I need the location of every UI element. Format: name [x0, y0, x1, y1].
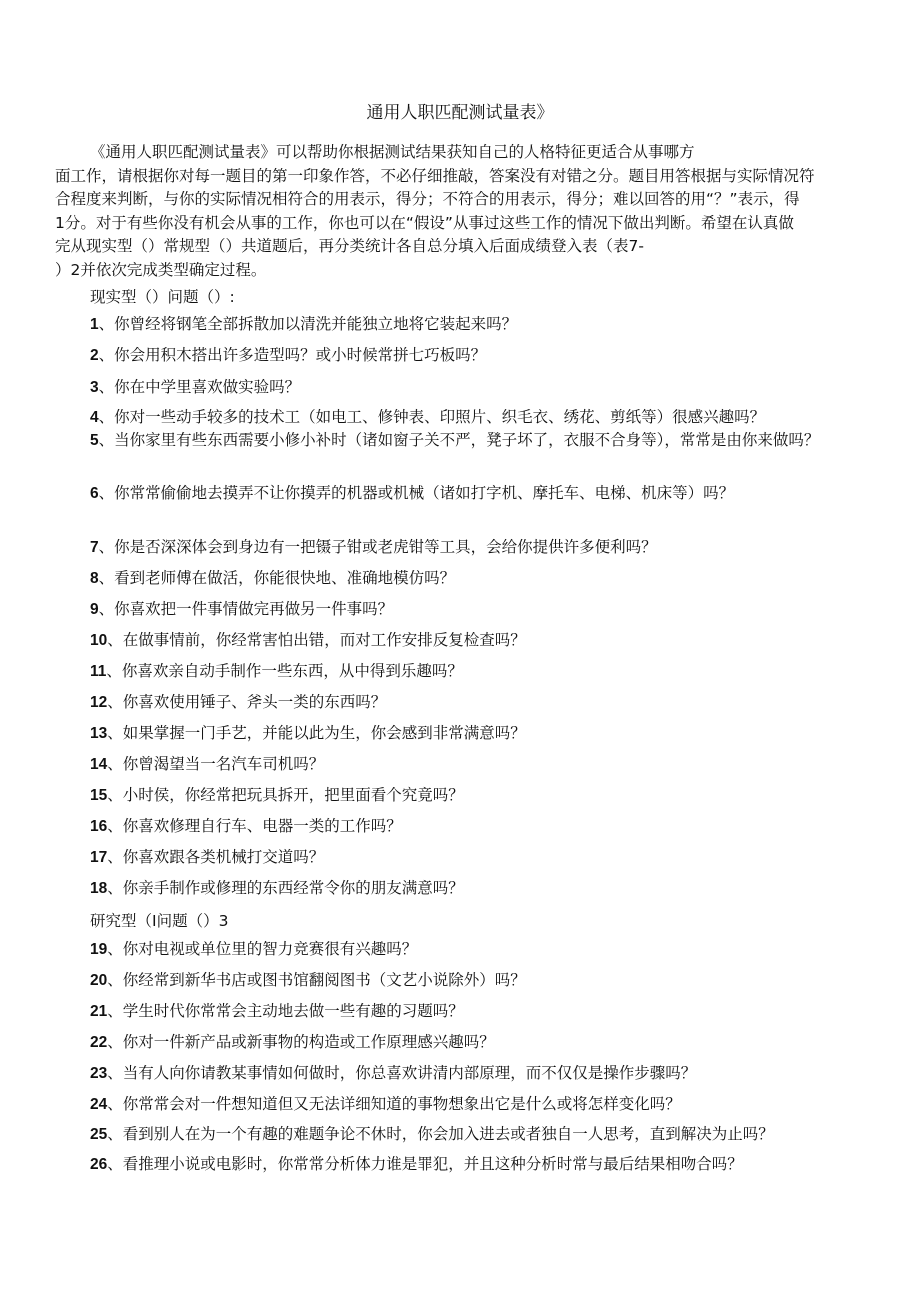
question-number: 14: [90, 756, 108, 773]
question-text: 、你亲手制作或修理的东西经常令你的朋友满意吗？: [107, 879, 464, 897]
question-number: 10: [90, 632, 108, 649]
question-number: 20: [90, 972, 108, 989]
question-number: 12: [90, 694, 108, 711]
question-number: 15: [90, 787, 108, 804]
question-number: 11: [90, 663, 107, 680]
question-text: 、在做事情前，你经常害怕出错，而对工作安排反复检查吗？: [107, 631, 526, 649]
question-text: 、你对一些动手较多的技术工（如电工、修钟表、印照片、织毛衣、绣花、剪纸等）很感兴趣吗？: [98, 408, 766, 426]
question-item: [55, 428, 870, 453]
question-text: 、学生时代你常常会主动地去做一些有趣的习题吗？: [107, 1002, 464, 1020]
question-number: 16: [90, 818, 108, 835]
question-item: [55, 721, 870, 746]
question-item: [55, 937, 870, 962]
question-text: 、你喜欢亲自动手制作一些东西，从中得到乐趣吗？: [106, 662, 463, 680]
question-item: [55, 535, 870, 560]
question-item: [55, 1092, 870, 1117]
question-item: [55, 845, 870, 870]
question-number: 24: [90, 1096, 108, 1113]
question-item: [55, 690, 870, 715]
question-item: [55, 783, 870, 808]
question-text: 、你经常到新华书店或图书馆翻阅图书（文艺小说除外）吗？: [107, 971, 526, 989]
question-text: 、看到别人在为一个有趣的难题争论不休时，你会加入进去或者独自一人思考，直到解决为止吗？: [107, 1125, 774, 1143]
question-text: 、你喜欢把一件事情做完再做另一件事吗？: [98, 600, 394, 618]
question-text: 、你对电视或单位里的智力竞赛很有兴趣吗？: [107, 940, 418, 958]
question-number: 19: [90, 941, 108, 958]
question-item: [55, 659, 870, 684]
question-text: 、你喜欢使用锤子、斧头一类的东西吗？: [107, 693, 387, 711]
question-number: 9: [90, 601, 99, 618]
question-item: [55, 481, 870, 506]
question-item: [55, 1122, 870, 1147]
question-text: 、你在中学里喜欢做实验吗？: [98, 378, 301, 396]
question-text: 、看推理小说或电影时，你常常分析体力谁是罪犯，并且这种分析时常与最后结果相吻合吗？: [107, 1155, 743, 1173]
question-item: [55, 312, 870, 337]
question-text: 、你曾渴望当一名汽车司机吗？: [107, 755, 325, 773]
question-item: [55, 597, 870, 622]
section-investigative-heading: 研究型（I问题（）3: [90, 912, 229, 930]
question-number: 1: [90, 316, 99, 333]
question-text: 、当你家里有些东西需要小修小补时（诸如窗子关不严，凳子坏了，衣服不合身等），常常是由你来做吗？: [98, 431, 820, 449]
intro-line: ）2并依次完成类型确定过程。: [55, 260, 267, 279]
question-item: [55, 1030, 870, 1055]
question-item: [55, 566, 870, 591]
question-text: 、你会用积木搭出许多造型吗？或小时候常拼七巧板吗？: [98, 346, 487, 364]
question-text: 、你喜欢修理自行车、电器一类的工作吗？: [107, 817, 402, 835]
section-realistic-heading: 现实型（）问题（）:: [90, 288, 235, 306]
question-text: 、你曾经将钢笔全部拆散加以清洗并能独立地将它装起来吗？: [98, 315, 518, 333]
question-number: 22: [90, 1034, 108, 1051]
intro-line: 完从现实型（）常规型（）共道题后，再分类统计各自总分填入后面成绩登入表（表7-: [55, 237, 644, 255]
question-item: [55, 999, 870, 1024]
question-number: 23: [90, 1065, 108, 1082]
question-item: [55, 1061, 870, 1086]
question-item: [55, 968, 870, 993]
question-text: 、你喜欢跟各类机械打交道吗？: [107, 848, 325, 866]
question-item: [55, 343, 870, 368]
question-number: 18: [90, 880, 108, 897]
question-item: [55, 375, 870, 400]
question-item: [55, 1152, 870, 1177]
question-number: 4: [90, 409, 99, 426]
question-number: 6: [90, 485, 99, 502]
question-number: 5: [90, 432, 99, 449]
question-text: 、如果掌握一门手艺，并能以此为生，你会感到非常满意吗？: [107, 724, 526, 742]
question-number: 21: [90, 1003, 108, 1020]
question-number: 13: [90, 725, 108, 742]
question-item: [55, 752, 870, 777]
question-item: [55, 814, 870, 839]
question-item: [55, 405, 870, 430]
question-number: 17: [90, 849, 108, 866]
question-number: 7: [90, 539, 99, 556]
question-text: 、你常常会对一件想知道但又无法详细知道的事物想象出它是什么或将怎样变化吗？: [107, 1095, 681, 1113]
question-number: 3: [90, 379, 99, 396]
question-number: 2: [90, 347, 99, 364]
document-title: 通用人职匹配测试量表》: [366, 103, 554, 123]
intro-line: 《通用人职匹配测试量表》可以帮助你根据测试结果获知自己的人格特征更适合从事哪方: [90, 143, 695, 161]
intro-line: 合程度来判断，与你的实际情况相符合的用表示，得分；不符合的用表示，得分；难以回答的用“？”表示，得: [55, 190, 800, 208]
question-number: 26: [90, 1156, 108, 1173]
question-number: 8: [90, 570, 99, 587]
intro-line: 1分。对于有些你没有机会从事的工作，你也可以在“假设”从事过这些工作的情况下做出判断。希望在认真做: [55, 213, 794, 232]
question-text: 、当有人向你请教某事情如何做时，你总喜欢讲清内部原理，而不仅仅是操作步骤吗？: [107, 1064, 697, 1082]
question-text: 、你常常偷偷地去摸弄不让你摸弄的机器或机械（诸如打字机、摩托车、电梯、机床等）吗？: [98, 484, 735, 502]
intro-line: 面工作，请根据你对每一题目的第一印象作答，不必仔细推敲，答案没有对错之分。题目用答根据与实际情况符: [55, 166, 815, 185]
question-text: 、看到老师傅在做活，你能很快地、准确地模仿吗？: [98, 569, 456, 587]
question-text: 、小时侯，你经常把玩具拆开，把里面看个究竟吗？: [107, 786, 464, 804]
question-text: 、你是否深深体会到身边有一把镊子钳或老虎钳等工具，会给你提供许多便利吗？: [98, 538, 657, 556]
question-item: [55, 876, 870, 901]
question-text: 、你对一件新产品或新事物的构造或工作原理感兴趣吗？: [107, 1033, 495, 1051]
question-number: 25: [90, 1126, 108, 1143]
question-item: [55, 628, 870, 653]
intro-paragraph: [55, 141, 875, 282]
